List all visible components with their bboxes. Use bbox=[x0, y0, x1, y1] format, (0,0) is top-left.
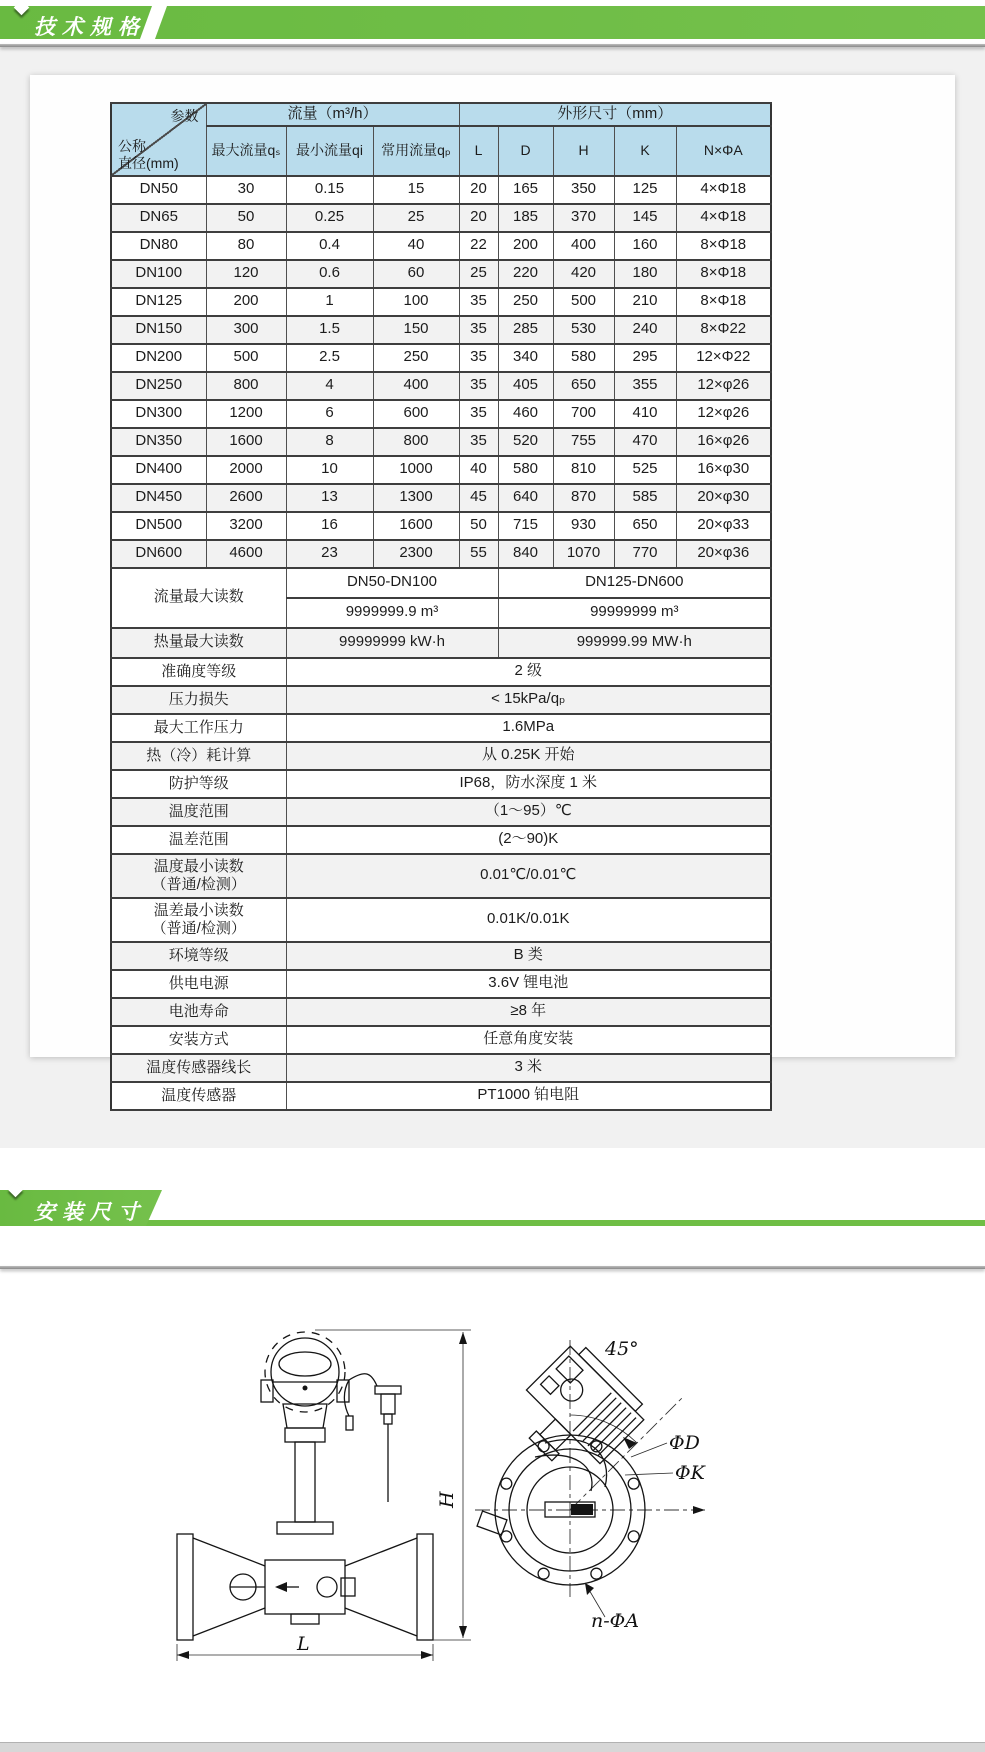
cell-qs: 120 bbox=[206, 260, 286, 288]
dn-table-row bbox=[111, 456, 771, 484]
dn-table-row bbox=[111, 484, 771, 512]
cell-K: 240 bbox=[614, 316, 676, 344]
cell-qs: 300 bbox=[206, 316, 286, 344]
cell-D: 340 bbox=[498, 344, 553, 372]
cell-qi: 4 bbox=[286, 372, 373, 400]
cell-dn: DN450 bbox=[111, 484, 206, 512]
spec-table-row bbox=[111, 798, 771, 826]
cell-D: 405 bbox=[498, 372, 553, 400]
cell-L: 35 bbox=[459, 400, 498, 428]
spec-table-row bbox=[111, 1054, 771, 1082]
cell-qs: 3200 bbox=[206, 512, 286, 540]
spec-row-label: 温度传感器线长 bbox=[111, 1054, 286, 1082]
spec-table-row bbox=[111, 658, 771, 686]
cell-qs: 2000 bbox=[206, 456, 286, 484]
spec-row-value: B 类 bbox=[286, 942, 771, 970]
col-header-H: H bbox=[553, 126, 614, 176]
cell-qs: 80 bbox=[206, 232, 286, 260]
cell-K: 210 bbox=[614, 288, 676, 316]
cell-L: 20 bbox=[459, 176, 498, 204]
cell-qp: 600 bbox=[373, 400, 459, 428]
dn-table-row bbox=[111, 316, 771, 344]
dn-table-row bbox=[111, 428, 771, 456]
cell-H: 350 bbox=[553, 176, 614, 204]
cell-qi: 2.5 bbox=[286, 344, 373, 372]
cell-qp: 60 bbox=[373, 260, 459, 288]
spec-table-row bbox=[111, 970, 771, 998]
cell-D: 185 bbox=[498, 204, 553, 232]
cell-dn: DN50 bbox=[111, 176, 206, 204]
cell-dn: DN80 bbox=[111, 232, 206, 260]
cell-D: 840 bbox=[498, 540, 553, 568]
spec-row-label: 温度传感器 bbox=[111, 1082, 286, 1110]
cell-qp: 1000 bbox=[373, 456, 459, 484]
cell-n: 16×φ26 bbox=[676, 428, 771, 456]
cell-K: 295 bbox=[614, 344, 676, 372]
cell-dn: DN350 bbox=[111, 428, 206, 456]
spec-table-row bbox=[111, 998, 771, 1026]
cell-H: 870 bbox=[553, 484, 614, 512]
spec-table-row bbox=[111, 854, 771, 898]
col-header-qs: 最大流量qₛ bbox=[206, 126, 286, 176]
cell-D: 220 bbox=[498, 260, 553, 288]
cell-qi: 16 bbox=[286, 512, 373, 540]
cell-L: 50 bbox=[459, 512, 498, 540]
cell-n: 8×Φ22 bbox=[676, 316, 771, 344]
cell-qs: 4600 bbox=[206, 540, 286, 568]
cell-qs: 200 bbox=[206, 288, 286, 316]
cell-D: 165 bbox=[498, 176, 553, 204]
cell-dn: DN250 bbox=[111, 372, 206, 400]
spec-table-row bbox=[111, 742, 771, 770]
cell-qi: 0.25 bbox=[286, 204, 373, 232]
cell-n: 8×Φ18 bbox=[676, 232, 771, 260]
dn-table-row bbox=[111, 372, 771, 400]
dn-table-row bbox=[111, 540, 771, 568]
dn-table-row bbox=[111, 260, 771, 288]
spec-row-label: 准确度等级 bbox=[111, 658, 286, 686]
spec-rows-body bbox=[111, 658, 771, 1110]
cell-qp: 40 bbox=[373, 232, 459, 260]
cell-qp: 250 bbox=[373, 344, 459, 372]
dim-label-L: L bbox=[297, 1633, 310, 1655]
cell-D: 250 bbox=[498, 288, 553, 316]
group-header-dimensions: 外形尺寸（mm） bbox=[459, 103, 771, 126]
spec-row-value: PT1000 铂电阻 bbox=[286, 1082, 771, 1110]
cell-qi: 13 bbox=[286, 484, 373, 512]
spec-row-value: < 15kPa/qₚ bbox=[286, 686, 771, 714]
cell-H: 650 bbox=[553, 372, 614, 400]
cell-qp: 15 bbox=[373, 176, 459, 204]
label-phi-k: ΦK bbox=[675, 1462, 705, 1484]
cell-D: 715 bbox=[498, 512, 553, 540]
spec-row-label: 热（冷）耗计算 bbox=[111, 742, 286, 770]
spec-row-label: 温度范围 bbox=[111, 798, 286, 826]
spec-row-label: 温差最小读数 （普通/检测） bbox=[111, 898, 286, 942]
flow-range-left: DN50-DN100 bbox=[286, 568, 498, 598]
heat-value-left: 99999999 kW·h bbox=[286, 628, 498, 658]
cell-qi: 1.5 bbox=[286, 316, 373, 344]
flow-reading-label: 流量最大读数 bbox=[111, 568, 286, 628]
cell-H: 755 bbox=[553, 428, 614, 456]
cell-n: 12×φ26 bbox=[676, 372, 771, 400]
spec-row-value: 2 级 bbox=[286, 658, 771, 686]
label-n-phi-a: n-ΦA bbox=[591, 1610, 639, 1632]
cell-D: 640 bbox=[498, 484, 553, 512]
cell-qi: 10 bbox=[286, 456, 373, 484]
dn-table-row bbox=[111, 288, 771, 316]
cell-qp: 100 bbox=[373, 288, 459, 316]
cell-L: 45 bbox=[459, 484, 498, 512]
flow-value-left: 9999999.9 m³ bbox=[286, 598, 498, 628]
cell-H: 700 bbox=[553, 400, 614, 428]
flow-reading-range-row bbox=[111, 568, 771, 598]
cell-D: 200 bbox=[498, 232, 553, 260]
cell-K: 470 bbox=[614, 428, 676, 456]
cell-D: 460 bbox=[498, 400, 553, 428]
cell-H: 530 bbox=[553, 316, 614, 344]
installation-drawing-flange-view bbox=[455, 1325, 775, 1655]
banner2-shadow-line bbox=[0, 1266, 985, 1269]
cell-n: 8×Φ18 bbox=[676, 260, 771, 288]
corner-label-parameter: 参数 bbox=[170, 108, 199, 124]
reading-rows-body bbox=[111, 568, 771, 658]
dn-table-row bbox=[111, 232, 771, 260]
cell-H: 580 bbox=[553, 344, 614, 372]
dn-table-row bbox=[111, 400, 771, 428]
label-phi-d: ΦD bbox=[669, 1432, 700, 1454]
cell-n: 20×φ30 bbox=[676, 484, 771, 512]
cell-K: 525 bbox=[614, 456, 676, 484]
cell-K: 160 bbox=[614, 232, 676, 260]
group-header-flow: 流量（m³/h） bbox=[206, 103, 459, 126]
corner-header-cell bbox=[111, 103, 206, 176]
cell-qi: 8 bbox=[286, 428, 373, 456]
cell-K: 770 bbox=[614, 540, 676, 568]
cell-n: 20×φ33 bbox=[676, 512, 771, 540]
cell-qs: 1600 bbox=[206, 428, 286, 456]
cell-D: 580 bbox=[498, 456, 553, 484]
cell-L: 35 bbox=[459, 428, 498, 456]
spec-table-row bbox=[111, 686, 771, 714]
flow-range-right: DN125-DN600 bbox=[498, 568, 771, 598]
dimension-L bbox=[177, 1633, 433, 1661]
cell-dn: DN150 bbox=[111, 316, 206, 344]
cell-qp: 150 bbox=[373, 316, 459, 344]
spec-table-header bbox=[111, 103, 771, 176]
cell-qs: 50 bbox=[206, 204, 286, 232]
cell-qs: 2600 bbox=[206, 484, 286, 512]
cell-n: 16×φ30 bbox=[676, 456, 771, 484]
spec-row-value: 0.01K/0.01K bbox=[286, 898, 771, 942]
cell-dn: DN600 bbox=[111, 540, 206, 568]
installation-drawing-front-view bbox=[165, 1320, 495, 1665]
spec-row-value: 0.01℃/0.01℃ bbox=[286, 854, 771, 898]
spec-table-row bbox=[111, 942, 771, 970]
cell-K: 355 bbox=[614, 372, 676, 400]
corner-label-diameter: 公称 直径(mm) bbox=[118, 138, 179, 171]
cell-L: 25 bbox=[459, 260, 498, 288]
col-header-D: D bbox=[498, 126, 553, 176]
spec-table-row bbox=[111, 1082, 771, 1110]
cell-n: 12×Φ22 bbox=[676, 344, 771, 372]
cell-n: 20×φ36 bbox=[676, 540, 771, 568]
gear-cap-icon bbox=[265, 1332, 345, 1412]
dn-table-row bbox=[111, 344, 771, 372]
cell-qs: 1200 bbox=[206, 400, 286, 428]
cell-H: 810 bbox=[553, 456, 614, 484]
cell-K: 145 bbox=[614, 204, 676, 232]
temp-sensor-probe bbox=[375, 1386, 401, 1502]
cell-H: 500 bbox=[553, 288, 614, 316]
cell-L: 20 bbox=[459, 204, 498, 232]
spec-table-row bbox=[111, 714, 771, 742]
cell-H: 1070 bbox=[553, 540, 614, 568]
spec-row-value: 从 0.25K 开始 bbox=[286, 742, 771, 770]
cell-L: 35 bbox=[459, 344, 498, 372]
cell-H: 400 bbox=[553, 232, 614, 260]
spec-row-value: （1～95）℃ bbox=[286, 798, 771, 826]
dim-label-H: H bbox=[436, 1491, 458, 1508]
dn-table-row bbox=[111, 204, 771, 232]
cell-qi: 0.15 bbox=[286, 176, 373, 204]
cell-dn: DN125 bbox=[111, 288, 206, 316]
cell-L: 35 bbox=[459, 372, 498, 400]
heat-value-right: 999999.99 MW·h bbox=[498, 628, 771, 658]
cell-qp: 1600 bbox=[373, 512, 459, 540]
cell-dn: DN200 bbox=[111, 344, 206, 372]
spec-row-label: 温度最小读数 （普通/检测） bbox=[111, 854, 286, 898]
heat-reading-label: 热量最大读数 bbox=[111, 628, 286, 658]
spec-row-label: 压力损失 bbox=[111, 686, 286, 714]
cell-L: 35 bbox=[459, 316, 498, 344]
spec-row-label: 最大工作压力 bbox=[111, 714, 286, 742]
flow-value-right: 99999999 m³ bbox=[498, 598, 771, 628]
cell-qp: 800 bbox=[373, 428, 459, 456]
meter-body bbox=[177, 1534, 433, 1640]
cell-qp: 400 bbox=[373, 372, 459, 400]
col-header-L: L bbox=[459, 126, 498, 176]
spec-row-label: 环境等级 bbox=[111, 942, 286, 970]
cell-qp: 25 bbox=[373, 204, 459, 232]
banner-shadow-line bbox=[0, 44, 985, 47]
spec-row-label: 安装方式 bbox=[111, 1026, 286, 1054]
spec-table-row bbox=[111, 826, 771, 854]
cell-dn: DN400 bbox=[111, 456, 206, 484]
cell-K: 585 bbox=[614, 484, 676, 512]
cell-dn: DN300 bbox=[111, 400, 206, 428]
spec-row-value: 3.6V 锂电池 bbox=[286, 970, 771, 998]
cell-qp: 1300 bbox=[373, 484, 459, 512]
spec-row-label: 防护等级 bbox=[111, 770, 286, 798]
cell-n: 12×φ26 bbox=[676, 400, 771, 428]
spec-row-value: 3 米 bbox=[286, 1054, 771, 1082]
callout-bolt-holes bbox=[585, 1583, 639, 1632]
cell-D: 520 bbox=[498, 428, 553, 456]
dn-rows-body bbox=[111, 176, 771, 568]
header-columns-row bbox=[111, 126, 771, 176]
cell-dn: DN500 bbox=[111, 512, 206, 540]
cell-D: 285 bbox=[498, 316, 553, 344]
spec-row-value: 任意角度安装 bbox=[286, 1026, 771, 1054]
cell-L: 22 bbox=[459, 232, 498, 260]
cell-qs: 30 bbox=[206, 176, 286, 204]
cell-n: 8×Φ18 bbox=[676, 288, 771, 316]
cell-L: 35 bbox=[459, 288, 498, 316]
cell-qi: 6 bbox=[286, 400, 373, 428]
spec-table-row bbox=[111, 898, 771, 942]
dn-table-row bbox=[111, 176, 771, 204]
cell-qs: 500 bbox=[206, 344, 286, 372]
col-header-K: K bbox=[614, 126, 676, 176]
cell-K: 410 bbox=[614, 400, 676, 428]
cell-n: 4×Φ18 bbox=[676, 204, 771, 232]
spec-row-label: 电池寿命 bbox=[111, 998, 286, 1026]
cell-qp: 2300 bbox=[373, 540, 459, 568]
col-header-n: N×ΦA bbox=[676, 126, 771, 176]
spec-table-row bbox=[111, 1026, 771, 1054]
cell-qi: 0.6 bbox=[286, 260, 373, 288]
cell-dn: DN100 bbox=[111, 260, 206, 288]
cell-L: 40 bbox=[459, 456, 498, 484]
heat-reading-row bbox=[111, 628, 771, 658]
section-title-install-dims: 安装尺寸 bbox=[34, 1201, 146, 1224]
col-header-qi: 最小流量qi bbox=[286, 126, 373, 176]
spec-table bbox=[110, 102, 772, 1111]
cell-qi: 1 bbox=[286, 288, 373, 316]
spec-table-row bbox=[111, 770, 771, 798]
cell-dn: DN65 bbox=[111, 204, 206, 232]
cell-qi: 23 bbox=[286, 540, 373, 568]
cell-H: 420 bbox=[553, 260, 614, 288]
cell-L: 55 bbox=[459, 540, 498, 568]
cell-K: 180 bbox=[614, 260, 676, 288]
cell-n: 4×Φ18 bbox=[676, 176, 771, 204]
spec-row-value: ≥8 年 bbox=[286, 998, 771, 1026]
cell-K: 650 bbox=[614, 512, 676, 540]
cell-H: 370 bbox=[553, 204, 614, 232]
spec-row-label: 温差范围 bbox=[111, 826, 286, 854]
spec-row-label: 供电电源 bbox=[111, 970, 286, 998]
cell-qi: 0.4 bbox=[286, 232, 373, 260]
col-header-qp: 常用流量qₚ bbox=[373, 126, 459, 176]
dn-table-row bbox=[111, 512, 771, 540]
cell-K: 125 bbox=[614, 176, 676, 204]
angle-label: 45° bbox=[605, 1338, 639, 1360]
section-title-tech-specs: 技术规格 bbox=[34, 16, 146, 39]
cell-qs: 800 bbox=[206, 372, 286, 400]
cell-H: 930 bbox=[553, 512, 614, 540]
spec-row-value: (2～90)K bbox=[286, 826, 771, 854]
spec-row-value: 1.6MPa bbox=[286, 714, 771, 742]
header-group-row bbox=[111, 103, 771, 126]
spec-row-value: IP68，防水深度 1 米 bbox=[286, 770, 771, 798]
